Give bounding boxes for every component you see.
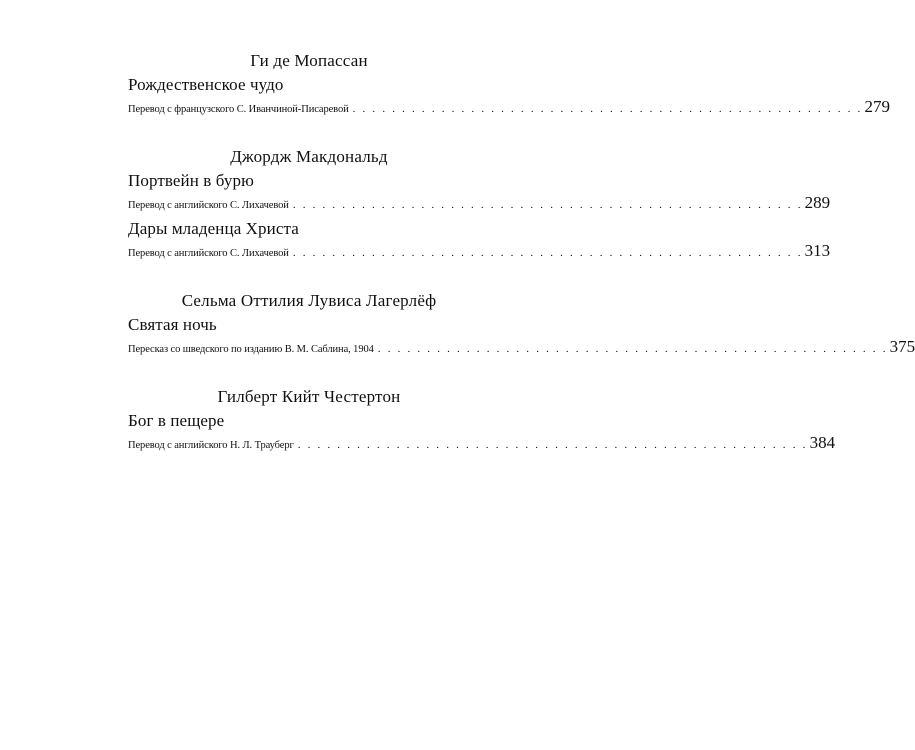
entry-credit-line — [128, 193, 831, 216]
toc-entry — [128, 410, 836, 456]
work-title: Рождественское чудо — [128, 75, 284, 94]
dot-leader: . . . . . . . . . . . . . . . . . . . . . . . . . . . . . . . . . . . . . . . . . . . . . . . . . . . . — [297, 439, 808, 451]
toc-entry — [128, 218, 831, 264]
page-number: 384 — [809, 433, 836, 452]
page-number: 313 — [804, 241, 831, 260]
entry-credit-line — [128, 433, 836, 456]
dot-leader: . . . . . . . . . . . . . . . . . . . . . . . . . . . . . . . . . . . . . . . . . . . . . . . . . . . . — [377, 343, 888, 355]
dot-leader: . . . . . . . . . . . . . . . . . . . . . . . . . . . . . . . . . . . . . . . . . . . . . . . . . . . . — [352, 103, 863, 115]
work-title: Бог в пещере — [128, 411, 225, 430]
entry-credit-line — [128, 241, 831, 264]
toc-entry — [128, 314, 915, 360]
work-title: Святая ночь — [128, 315, 217, 334]
table-of-contents — [128, 50, 915, 482]
translator-credit: Пересказ со шведского по изданию В. М. Саблина, 1904 — [128, 344, 374, 355]
entry-credit-line — [128, 337, 915, 360]
author-section — [128, 386, 836, 456]
translator-credit: Перевод с английского С. Лихачевой — [128, 248, 289, 259]
author-section — [128, 146, 831, 264]
author-name: Гилберт Кийт Честертон — [217, 387, 401, 406]
author-section — [128, 290, 915, 360]
author-name: Сельма Оттилия Лувиса Лагерлёф — [181, 291, 437, 310]
page-number: 375 — [889, 337, 915, 356]
page-number: 289 — [804, 193, 831, 212]
translator-credit: Перевод с английского Н. Л. Трауберг — [128, 440, 294, 451]
author-name: Джордж Макдональд — [230, 147, 388, 166]
translator-credit: Перевод с французского С. Иванчиной-Писаревой — [128, 104, 349, 115]
dot-leader: . . . . . . . . . . . . . . . . . . . . . . . . . . . . . . . . . . . . . . . . . . . . . . . . . . . . — [292, 199, 803, 211]
dot-leader: . . . . . . . . . . . . . . . . . . . . . . . . . . . . . . . . . . . . . . . . . . . . . . . . . . . . — [292, 247, 803, 259]
author-name: Ги де Мопассан — [250, 51, 368, 70]
translator-credit: Перевод с английского С. Лихачевой — [128, 200, 289, 211]
page-number: 279 — [864, 97, 890, 116]
toc-entry — [128, 170, 831, 216]
author-section — [128, 50, 890, 120]
entry-credit-line — [128, 97, 890, 120]
toc-entry — [128, 74, 890, 120]
work-title: Дары младенца Христа — [128, 219, 299, 238]
work-title: Портвейн в бурю — [128, 171, 254, 190]
